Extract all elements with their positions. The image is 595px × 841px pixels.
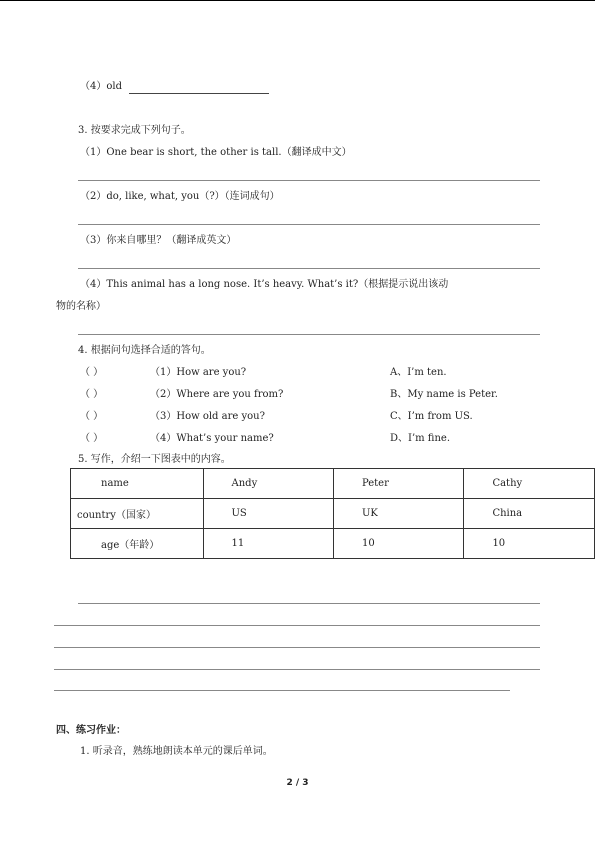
section-four-title: 四、练习作业： [56, 725, 126, 736]
section3-item4-line2: 物的名称） [56, 301, 106, 312]
writing-line-2[interactable] [54, 625, 540, 626]
match-question-3: （3）How old are you? [150, 411, 265, 422]
match-question-4: （4）What’s your name? [150, 433, 274, 444]
match-answer-d: D、I’m fine. [390, 433, 451, 444]
section-four-item1: 1. 听录音，熟练地朗读本单元的课后单词。 [80, 746, 273, 757]
writing-line-3[interactable] [54, 647, 540, 648]
match-question-1: （1）How are you? [150, 367, 247, 378]
table-cell: 10 [333, 529, 463, 559]
table-cell: age（年龄） [71, 529, 204, 559]
writing-line-5[interactable] [54, 690, 510, 691]
match-answer-b: B、My name is Peter. [390, 389, 498, 400]
section3-item3: （3）你来自哪里？（翻译成英文） [80, 235, 237, 246]
table-cell: Peter [333, 469, 463, 499]
match-answer-a: A、I’m ten. [390, 367, 447, 378]
table-cell: China [464, 499, 595, 529]
table-cell: UK [333, 499, 463, 529]
answer-line-1[interactable] [78, 180, 540, 181]
table-cell: US [203, 499, 333, 529]
match-question-2: （2）Where are you from? [150, 389, 284, 400]
writing-line-1[interactable] [78, 603, 540, 604]
section4-title: 4. 根据问句选择合适的答句。 [78, 345, 211, 356]
match-paren-2[interactable]: （ ） [80, 389, 104, 400]
section3-item4-line1: （4）This animal has a long nose. It’s heavy. What’s it?（根据提示说出该动 [80, 279, 449, 290]
table-cell: 10 [464, 529, 595, 559]
section3-item1: （1）One bear is short, the other is tall.（翻译成中文） [80, 147, 352, 158]
match-paren-1[interactable]: （ ） [80, 367, 104, 378]
page-number: 2 / 3 [286, 778, 309, 788]
section3-title: 3. 按要求完成下列句子。 [78, 125, 191, 136]
q4-old-label: （4）old [80, 81, 122, 92]
q4-old-blank[interactable] [129, 93, 269, 94]
match-paren-4[interactable]: （ ） [80, 433, 104, 444]
match-paren-3[interactable]: （ ） [80, 411, 104, 422]
section3-item2: （2）do, like, what, you（?）（连词成句） [80, 191, 280, 202]
info-table [70, 468, 595, 559]
table-cell: 11 [203, 529, 333, 559]
answer-line-4[interactable] [78, 334, 540, 335]
section5-title: 5. 写作，介绍一下图表中的内容。 [78, 454, 231, 465]
table-cell: name [71, 469, 204, 499]
match-answer-c: C、I’m from US. [390, 411, 473, 422]
answer-line-3[interactable] [78, 268, 540, 269]
table-row [71, 529, 595, 559]
table-cell: Andy [203, 469, 333, 499]
answer-line-2[interactable] [78, 224, 540, 225]
table-cell: country（国家） [71, 499, 204, 529]
table-cell: Cathy [464, 469, 595, 499]
writing-line-4[interactable] [54, 669, 540, 670]
table-row [71, 469, 595, 499]
table-row [71, 499, 595, 529]
page-top-border [0, 0, 595, 1]
